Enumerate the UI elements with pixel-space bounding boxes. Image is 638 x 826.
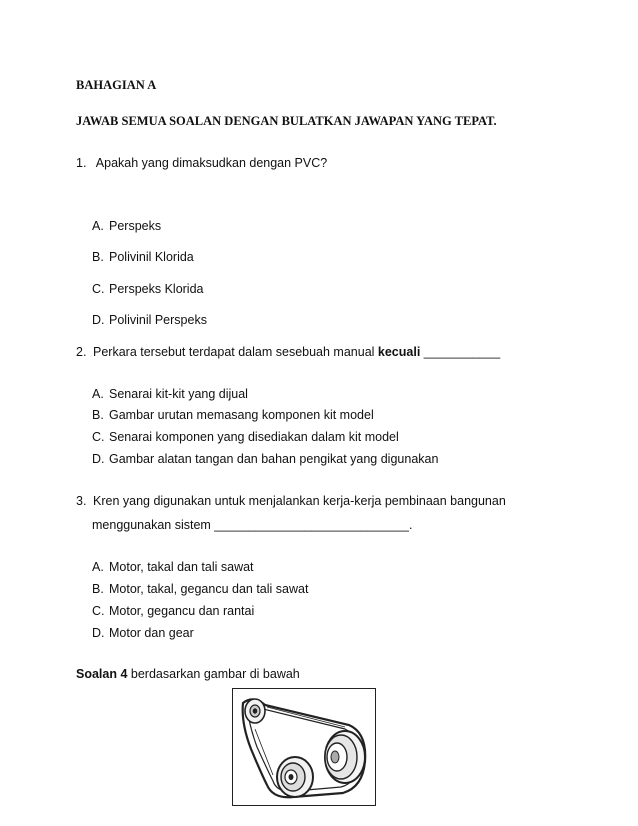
- option-1b[interactable]: [92, 250, 194, 264]
- option-2a[interactable]: [92, 387, 248, 401]
- option-1d[interactable]: [92, 313, 207, 327]
- option-text: Senarai komponen yang disediakan dalam kit model: [109, 430, 399, 444]
- option-text: Motor dan gear: [109, 626, 194, 640]
- pulley-belt-drawing: [233, 689, 375, 805]
- question-4-label: Soalan 4: [76, 667, 128, 681]
- option-letter: C.: [92, 282, 105, 296]
- option-text: Motor, takal dan tali sawat: [109, 560, 254, 574]
- question-text: Kren yang digunakan untuk menjalankan kerja-kerja pembinaan bangunan: [93, 494, 506, 508]
- question-4-intro-text: berdasarkan gambar di bawah: [127, 667, 300, 681]
- option-text: Polivinil Klorida: [109, 250, 194, 264]
- option-2c[interactable]: [92, 430, 399, 444]
- option-2d[interactable]: [92, 452, 438, 466]
- option-letter: D.: [92, 626, 105, 640]
- option-1a[interactable]: [92, 219, 161, 233]
- question-2: [76, 345, 500, 359]
- question-emphasis: kecuali: [377, 345, 421, 359]
- option-text: Perspeks Klorida: [109, 282, 204, 296]
- question-1: [76, 156, 327, 170]
- question-number: 3.: [76, 494, 87, 508]
- option-letter: C.: [92, 430, 105, 444]
- question-text: Apakah yang dimaksudkan dengan PVC?: [95, 156, 328, 170]
- question-number: 2.: [76, 345, 87, 359]
- option-text: Gambar alatan tangan dan bahan pengikat yang digunakan: [109, 452, 439, 466]
- question-text: Perkara tersebut terdapat dalam sesebuah manual: [93, 345, 378, 359]
- option-letter: D.: [92, 452, 105, 466]
- option-text: Senarai kit-kit yang dijual: [109, 387, 248, 401]
- option-letter: C.: [92, 604, 105, 618]
- option-text: Perspeks: [109, 219, 162, 233]
- question-4-intro: [76, 667, 300, 681]
- option-1c[interactable]: [92, 282, 204, 296]
- option-text: Polivinil Perspeks: [109, 313, 207, 327]
- instruction: JAWAB SEMUA SOALAN DENGAN BULATKAN JAWAPAN YANG TEPAT.: [76, 114, 497, 128]
- option-3d[interactable]: [92, 626, 194, 640]
- question-3: [76, 494, 506, 508]
- option-3c[interactable]: [92, 604, 254, 618]
- option-letter: B.: [92, 582, 104, 596]
- option-letter: B.: [92, 250, 104, 264]
- option-text: Motor, takal, gegancu dan tali sawat: [109, 582, 309, 596]
- pulley-belt-figure: [232, 688, 376, 806]
- option-letter: A.: [92, 219, 104, 233]
- option-letter: A.: [92, 387, 104, 401]
- option-3a[interactable]: [92, 560, 254, 574]
- option-letter: A.: [92, 560, 104, 574]
- option-text: Gambar urutan memasang komponen kit model: [109, 408, 374, 422]
- option-letter: D.: [92, 313, 105, 327]
- option-3b[interactable]: [92, 582, 308, 596]
- option-text: Motor, gegancu dan rantai: [109, 604, 255, 618]
- answer-blank: ___________: [420, 345, 501, 359]
- option-2b[interactable]: [92, 408, 374, 422]
- section-title: BAHAGIAN A: [76, 78, 157, 92]
- question-number: 1.: [76, 156, 87, 170]
- question-3-line2: menggunakan sistem ____________________________.: [92, 518, 413, 532]
- option-letter: B.: [92, 408, 104, 422]
